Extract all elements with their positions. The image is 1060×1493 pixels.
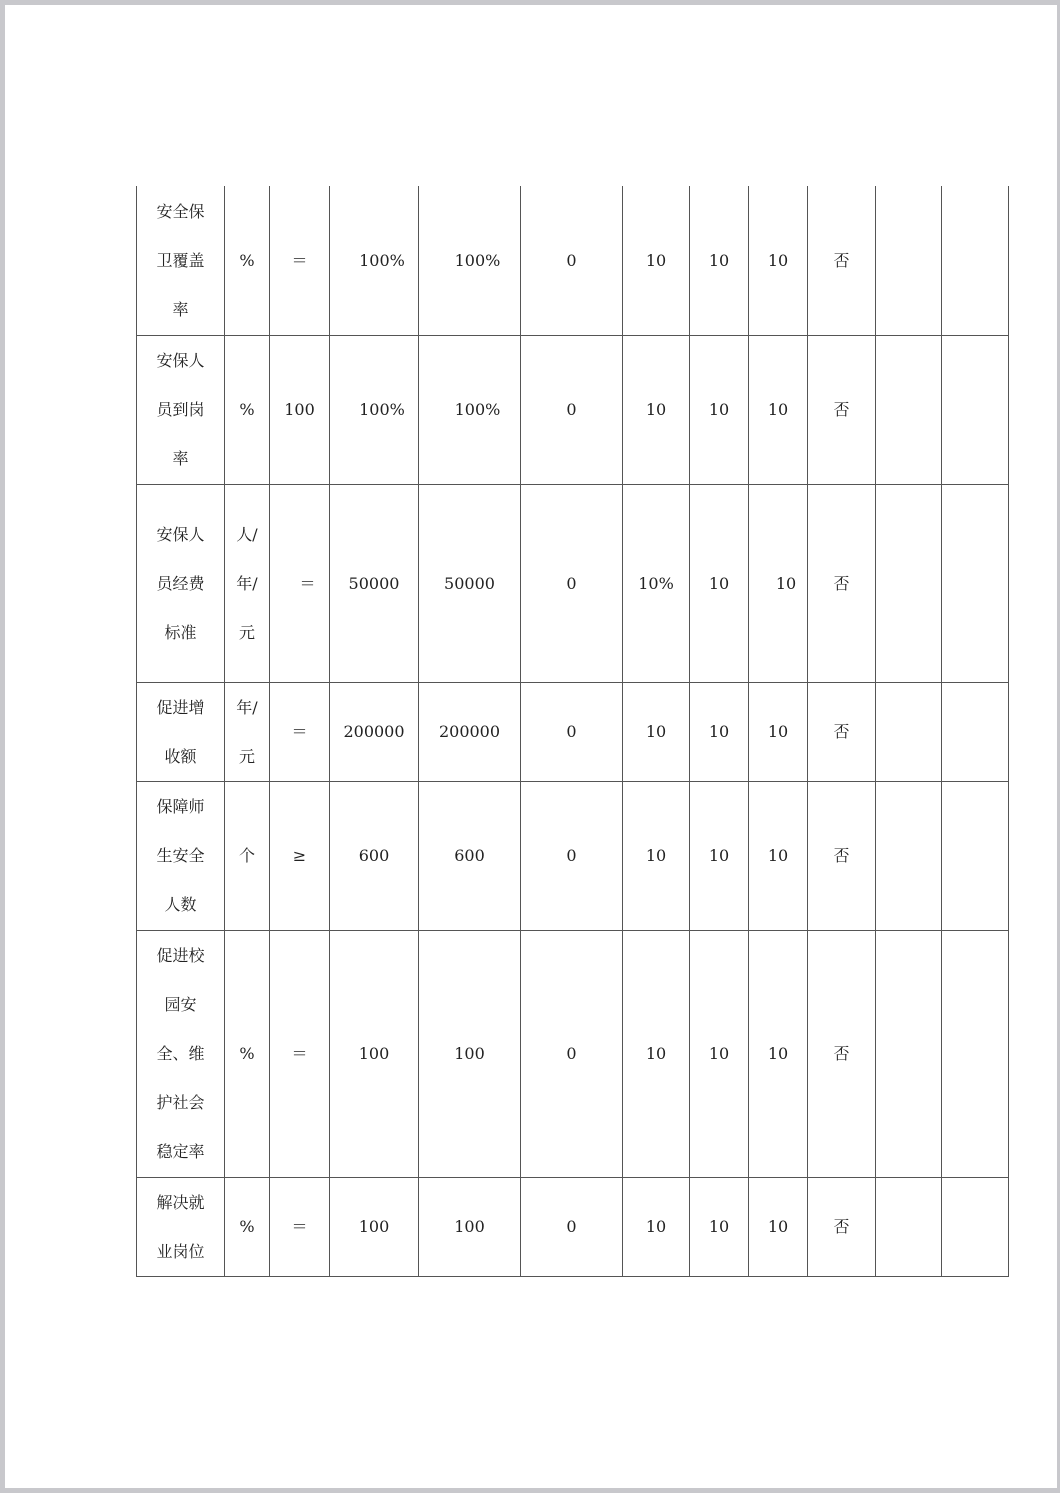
indicator-name-line: 人数 <box>164 895 197 914</box>
indicator-name-line: 员到岗 <box>156 400 205 419</box>
extra-cell <box>942 930 1009 1177</box>
actual-value: 100% <box>454 250 501 270</box>
indicator-name-line: 生安全 <box>156 846 205 865</box>
extra-cell <box>876 484 942 682</box>
deviation-cell <box>521 682 623 781</box>
deviation-value: 0 <box>566 250 577 270</box>
actual-cell <box>419 335 521 484</box>
extra-cell <box>876 781 942 930</box>
operator-cell <box>270 930 330 1177</box>
weight-cell <box>623 930 690 1177</box>
score-cell <box>690 930 749 1177</box>
deviation-value: 0 <box>566 1217 577 1236</box>
unit-line: 年/ <box>236 573 258 593</box>
unit-cell <box>225 930 270 1177</box>
unit-line: 年/ <box>236 697 258 717</box>
indicator-name-line: 收额 <box>164 746 197 766</box>
score-cell <box>690 682 749 781</box>
flag-cell <box>808 1177 876 1276</box>
unit-cell <box>225 781 270 930</box>
flag-value: 否 <box>833 722 850 741</box>
unit-line: % <box>239 1044 255 1063</box>
score-cell <box>690 335 749 484</box>
unit-line: 个 <box>238 846 255 865</box>
indicator-name-cell <box>137 930 225 1177</box>
weight-cell <box>623 1177 690 1276</box>
flag-cell <box>808 682 876 781</box>
weight-value: 10 <box>645 1217 667 1236</box>
indicator-name-line: 率 <box>172 299 189 319</box>
unit-line: 人/ <box>236 524 258 544</box>
indicator-name-line: 护社会 <box>156 1093 205 1112</box>
score-value: 10 <box>708 1217 730 1236</box>
operator-value: ＝ <box>291 250 308 270</box>
score-cell <box>749 1177 808 1276</box>
score-value: 10 <box>708 846 730 865</box>
operator-cell <box>270 186 330 335</box>
extra-cell <box>876 1177 942 1276</box>
target-value: 600 <box>358 846 390 865</box>
flag-cell <box>808 781 876 930</box>
indicator-name-cell <box>137 781 225 930</box>
actual-cell <box>419 682 521 781</box>
unit-line: 元 <box>238 622 255 642</box>
unit-cell <box>225 1177 270 1276</box>
extra-cell <box>942 682 1009 781</box>
deviation-cell <box>521 335 623 484</box>
actual-cell <box>419 484 521 682</box>
indicator-name-line: 率 <box>172 449 189 468</box>
indicator-name-line: 安保人 <box>156 524 205 544</box>
indicator-name-cell <box>137 682 225 781</box>
score-value: 10 <box>767 846 789 865</box>
table-row <box>137 484 1009 682</box>
target-cell <box>330 930 419 1177</box>
score-cell <box>749 682 808 781</box>
actual-value: 600 <box>454 846 485 865</box>
indicator-name-cell <box>137 335 225 484</box>
score-value: 10 <box>708 573 730 593</box>
indicator-name-line: 促进校 <box>156 946 205 965</box>
flag-cell <box>808 930 876 1177</box>
indicator-name-cell <box>137 1177 225 1276</box>
operator-value: ＝ <box>291 722 308 741</box>
indicator-name-cell <box>137 186 225 335</box>
flag-value: 否 <box>833 573 850 593</box>
score-cell <box>749 930 808 1177</box>
performance-indicator-table <box>136 186 1009 1277</box>
score-cell <box>690 484 749 682</box>
indicator-name-line: 员经费 <box>156 573 205 593</box>
table-row <box>137 682 1009 781</box>
unit-line: 元 <box>238 746 255 766</box>
flag-cell <box>808 484 876 682</box>
extra-cell <box>876 930 942 1177</box>
unit-line: % <box>239 400 255 419</box>
weight-cell <box>623 335 690 484</box>
extra-cell <box>942 186 1009 335</box>
score-cell <box>690 781 749 930</box>
deviation-cell <box>521 781 623 930</box>
extra-cell <box>942 781 1009 930</box>
score-cell <box>749 484 808 682</box>
target-cell <box>330 781 419 930</box>
target-value: 100% <box>359 250 405 270</box>
score-cell <box>749 781 808 930</box>
weight-value: 10 <box>645 1044 667 1063</box>
target-value: 100 <box>358 1044 390 1063</box>
indicator-name-line: 安保人 <box>156 351 205 370</box>
actual-value: 100 <box>454 1044 485 1063</box>
score-value: 10 <box>767 250 789 270</box>
extra-cell <box>942 335 1009 484</box>
indicator-name-line: 促进增 <box>156 697 205 717</box>
score-cell <box>690 186 749 335</box>
deviation-cell <box>521 1177 623 1276</box>
score-value: 10 <box>708 722 730 741</box>
indicator-name-line: 业岗位 <box>156 1241 205 1261</box>
deviation-cell <box>521 930 623 1177</box>
flag-value: 否 <box>833 250 850 270</box>
operator-cell <box>270 484 330 682</box>
weight-cell <box>623 781 690 930</box>
indicator-name-line: 卫覆盖 <box>156 250 205 270</box>
indicator-name-line: 安全保 <box>156 201 205 221</box>
table-row <box>137 930 1009 1177</box>
extra-cell <box>942 484 1009 682</box>
score-value: 10 <box>767 1044 789 1063</box>
flag-value: 否 <box>833 1044 850 1063</box>
flag-value: 否 <box>833 400 850 419</box>
weight-value: 10 <box>645 250 667 270</box>
unit-cell <box>225 335 270 484</box>
actual-value: 50000 <box>444 573 495 593</box>
score-value: 10 <box>767 1217 789 1236</box>
unit-cell <box>225 682 270 781</box>
target-value: 50000 <box>348 573 400 593</box>
deviation-value: 0 <box>566 722 577 741</box>
extra-cell <box>876 186 942 335</box>
table-row <box>137 335 1009 484</box>
operator-value: ＝ <box>291 1044 308 1063</box>
weight-cell <box>623 484 690 682</box>
weight-value: 10 <box>645 722 667 741</box>
score-value: 10 <box>708 400 730 419</box>
deviation-value: 0 <box>566 400 577 419</box>
score-value: 10 <box>767 400 789 419</box>
operator-cell <box>270 1177 330 1276</box>
deviation-cell <box>521 484 623 682</box>
target-cell <box>330 335 419 484</box>
actual-cell <box>419 186 521 335</box>
deviation-value: 0 <box>566 846 577 865</box>
unit-cell <box>225 186 270 335</box>
deviation-value: 0 <box>566 573 577 593</box>
score-value: 10 <box>767 722 789 741</box>
score-cell <box>749 186 808 335</box>
extra-cell <box>876 682 942 781</box>
flag-value: 否 <box>833 846 850 865</box>
score-value: 10 <box>708 250 730 270</box>
target-value: 100% <box>359 400 405 419</box>
target-cell <box>330 484 419 682</box>
operator-value: ＝ <box>299 573 316 593</box>
target-cell <box>330 186 419 335</box>
table-row <box>137 781 1009 930</box>
operator-value: ≥ <box>292 846 307 865</box>
score-value: 10 <box>775 573 797 593</box>
score-cell <box>749 335 808 484</box>
operator-value: 100 <box>284 400 315 419</box>
weight-value: 10% <box>638 573 674 593</box>
weight-cell <box>623 186 690 335</box>
weight-value: 10 <box>645 846 667 865</box>
flag-cell <box>808 186 876 335</box>
unit-line: % <box>239 250 255 270</box>
target-value: 200000 <box>343 722 405 741</box>
target-cell <box>330 682 419 781</box>
actual-cell <box>419 930 521 1177</box>
extra-cell <box>942 1177 1009 1276</box>
extra-cell <box>876 335 942 484</box>
actual-value: 100 <box>454 1217 485 1236</box>
indicator-name-line: 园安 <box>164 995 197 1014</box>
operator-cell <box>270 335 330 484</box>
target-value: 100 <box>358 1217 390 1236</box>
operator-cell <box>270 682 330 781</box>
operator-value: ＝ <box>291 1217 308 1236</box>
table-body <box>137 186 1009 1276</box>
indicator-name-line: 标准 <box>164 622 197 642</box>
actual-cell <box>419 1177 521 1276</box>
weight-value: 10 <box>645 400 667 419</box>
table-row <box>137 186 1009 335</box>
actual-value: 100% <box>454 400 501 419</box>
indicator-name-line: 稳定率 <box>156 1142 205 1161</box>
indicator-name-cell <box>137 484 225 682</box>
indicator-name-line: 保障师 <box>156 797 205 816</box>
indicator-name-line: 解决就 <box>156 1192 205 1212</box>
table-row <box>137 1177 1009 1276</box>
indicator-name-line: 全、维 <box>156 1044 205 1063</box>
operator-cell <box>270 781 330 930</box>
target-cell <box>330 1177 419 1276</box>
score-cell <box>690 1177 749 1276</box>
actual-value: 200000 <box>438 722 501 741</box>
weight-cell <box>623 682 690 781</box>
deviation-value: 0 <box>566 1044 577 1063</box>
deviation-cell <box>521 186 623 335</box>
score-value: 10 <box>708 1044 730 1063</box>
unit-line: % <box>239 1217 255 1236</box>
flag-value: 否 <box>833 1217 850 1236</box>
unit-cell <box>225 484 270 682</box>
flag-cell <box>808 335 876 484</box>
actual-cell <box>419 781 521 930</box>
